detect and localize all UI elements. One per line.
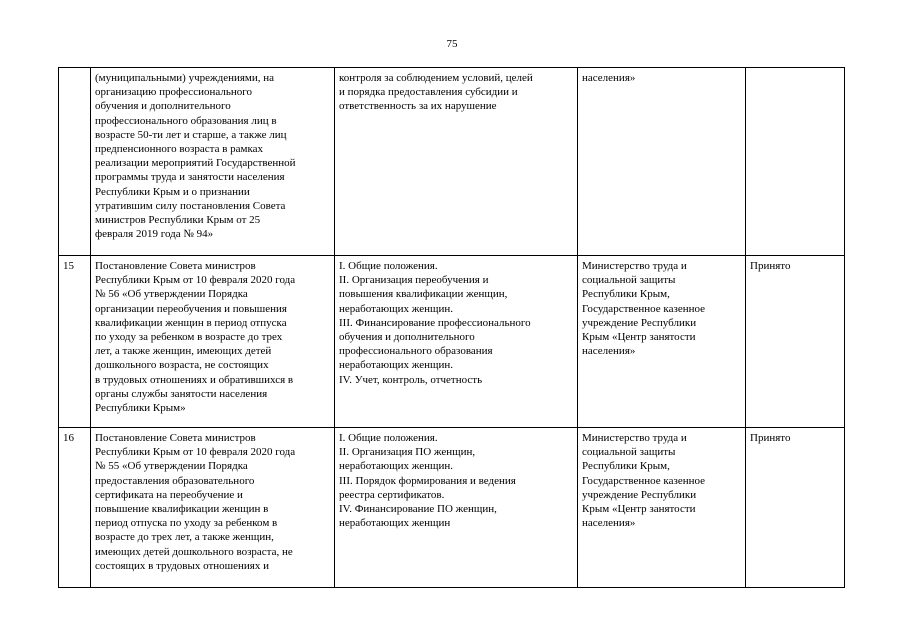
cell-text-line: Республики Крым и о признании <box>95 185 250 198</box>
cell-text-line: состоящих в трудовых отношениях и <box>95 559 270 572</box>
cell-text-line: лет, а также женщин, имеющих детей <box>95 345 272 358</box>
cell-text-line: учреждение Республики <box>582 488 697 501</box>
row-number: 15 <box>63 260 74 272</box>
cell-text-line: программы труда и занятости населения <box>95 171 285 184</box>
cell-text-line: Крым «Центр занятости <box>582 503 696 516</box>
cell-text-line: населения» <box>582 72 636 84</box>
cell-text-line: февраля 2019 года № 94» <box>95 228 214 241</box>
act-title-cell <box>91 68 335 256</box>
cell-text-line: II. Организация ПО женщин, <box>339 446 476 459</box>
cell-text-line: социальной защиты <box>582 446 676 459</box>
cell-text-line: населения» <box>582 517 636 530</box>
cell-text-line: Республики Крым, <box>582 288 670 301</box>
cell-text-line: неработающих женщин. <box>339 359 453 372</box>
cell-text-line: I. Общие положения. <box>339 260 438 272</box>
executor-cell <box>578 428 746 588</box>
table-row <box>59 256 845 428</box>
cell-text-line: повышение квалификации женщин в <box>95 503 269 516</box>
act-sections-cell <box>335 428 578 588</box>
act-sections-cell <box>335 256 578 428</box>
cell-text-line: Государственное казенное <box>582 302 706 315</box>
cell-text-line: период отпуска по уходу за ребенком в <box>95 517 278 530</box>
status-cell <box>746 68 845 256</box>
cell-text-line: дошкольного возраста, не состоящих <box>95 359 269 372</box>
page-number: 75 <box>446 38 458 50</box>
cell-text-line: Государственное казенное <box>582 474 706 487</box>
row-number-cell <box>59 68 91 256</box>
executor-cell <box>578 256 746 428</box>
status-text: Принято <box>750 432 791 444</box>
cell-text-line: имеющих детей дошкольного возраста, не <box>95 545 293 558</box>
cell-text-line: № 55 «Об утверждении Порядка <box>95 460 248 473</box>
cell-text-line: IV. Финансирование ПО женщин, <box>339 503 497 516</box>
act-sections-cell <box>335 68 578 256</box>
cell-text-line: Республики Крым» <box>95 402 186 415</box>
cell-text-line: утратившим силу постановления Совета <box>95 199 286 212</box>
act-title-cell <box>91 428 335 588</box>
table-row <box>59 428 845 588</box>
cell-text-line: Республики Крым, <box>582 460 670 473</box>
cell-text-line: предпенсионного возраста в рамках <box>95 143 264 156</box>
cell-text-line: неработающих женщин <box>339 517 451 530</box>
cell-text-line: социальной защиты <box>582 274 676 287</box>
legal-acts-table <box>58 67 845 588</box>
cell-text-line: возрасте до трех лет, а также женщин, <box>95 531 274 544</box>
act-title-cell <box>91 256 335 428</box>
cell-text-line: неработающих женщин. <box>339 460 453 473</box>
cell-text-line: предоставления образовательного <box>95 474 255 487</box>
row-number-cell <box>59 256 91 428</box>
cell-text-line: Министерство труда и <box>582 432 687 444</box>
status-text: Принято <box>750 260 791 272</box>
cell-text-line: ответственность за их нарушение <box>339 100 497 113</box>
cell-text-line: населения» <box>582 345 636 358</box>
cell-text-line: Постановление Совета министров <box>95 432 256 444</box>
cell-text-line: Министерство труда и <box>582 260 687 272</box>
cell-text-line: IV. Учет, контроль, отчетность <box>339 373 483 386</box>
cell-text-line: повышения квалификации женщин, <box>339 288 508 301</box>
cell-text-line: № 56 «Об утверждении Порядка <box>95 288 248 301</box>
cell-text-line: II. Организация переобучения и <box>339 274 489 287</box>
cell-text-line: III. Порядок формирования и ведения <box>339 474 516 487</box>
cell-text-line: Постановление Совета министров <box>95 260 256 272</box>
row-number-cell <box>59 428 91 588</box>
cell-text-line: организации переобучения и повышения <box>95 302 287 315</box>
cell-text-line: реализации мероприятий Государственной <box>95 157 296 170</box>
cell-text-line: обучения и дополнительного <box>95 100 231 113</box>
cell-text-line: возрасте 50-ти лет и старше, а также лиц <box>95 128 287 141</box>
cell-text-line: в трудовых отношениях и обратившихся в <box>95 373 294 386</box>
status-cell <box>746 428 845 588</box>
cell-text-line: министров Республики Крым от 25 <box>95 214 261 227</box>
cell-text-line: по уходу за ребенком в возрасте до трех <box>95 331 283 344</box>
cell-text-line: профессионального образования лиц в <box>95 114 277 127</box>
cell-text-line: органы службы занятости населения <box>95 387 268 400</box>
cell-text-line: Республики Крым от 10 февраля 2020 года <box>95 274 296 287</box>
cell-text-line: Крым «Центр занятости <box>582 331 696 344</box>
cell-text-line: сертификата на переобучение и <box>95 488 243 501</box>
cell-text-line: неработающих женщин. <box>339 302 453 315</box>
cell-text-line: контроля за соблюдением условий, целей <box>339 72 533 84</box>
cell-text-line: реестра сертификатов. <box>339 488 445 501</box>
status-cell <box>746 256 845 428</box>
cell-text-line: организацию профессионального <box>95 86 252 99</box>
cell-text-line: III. Финансирование профессионального <box>339 316 531 329</box>
cell-text-line: квалификации женщин в период отпуска <box>95 316 287 329</box>
row-number: 16 <box>63 432 74 444</box>
cell-text-line: (муниципальными) учреждениями, на <box>95 72 275 84</box>
cell-text-line: и порядка предоставления субсидии и <box>339 86 518 99</box>
cell-text-line: учреждение Республики <box>582 316 697 329</box>
cell-text-line: Республики Крым от 10 февраля 2020 года <box>95 446 296 459</box>
cell-text-line: профессионального образования <box>339 345 493 358</box>
cell-text-line: обучения и дополнительного <box>339 331 475 344</box>
table-row <box>59 68 845 256</box>
executor-cell <box>578 68 746 256</box>
cell-text-line: I. Общие положения. <box>339 432 438 444</box>
